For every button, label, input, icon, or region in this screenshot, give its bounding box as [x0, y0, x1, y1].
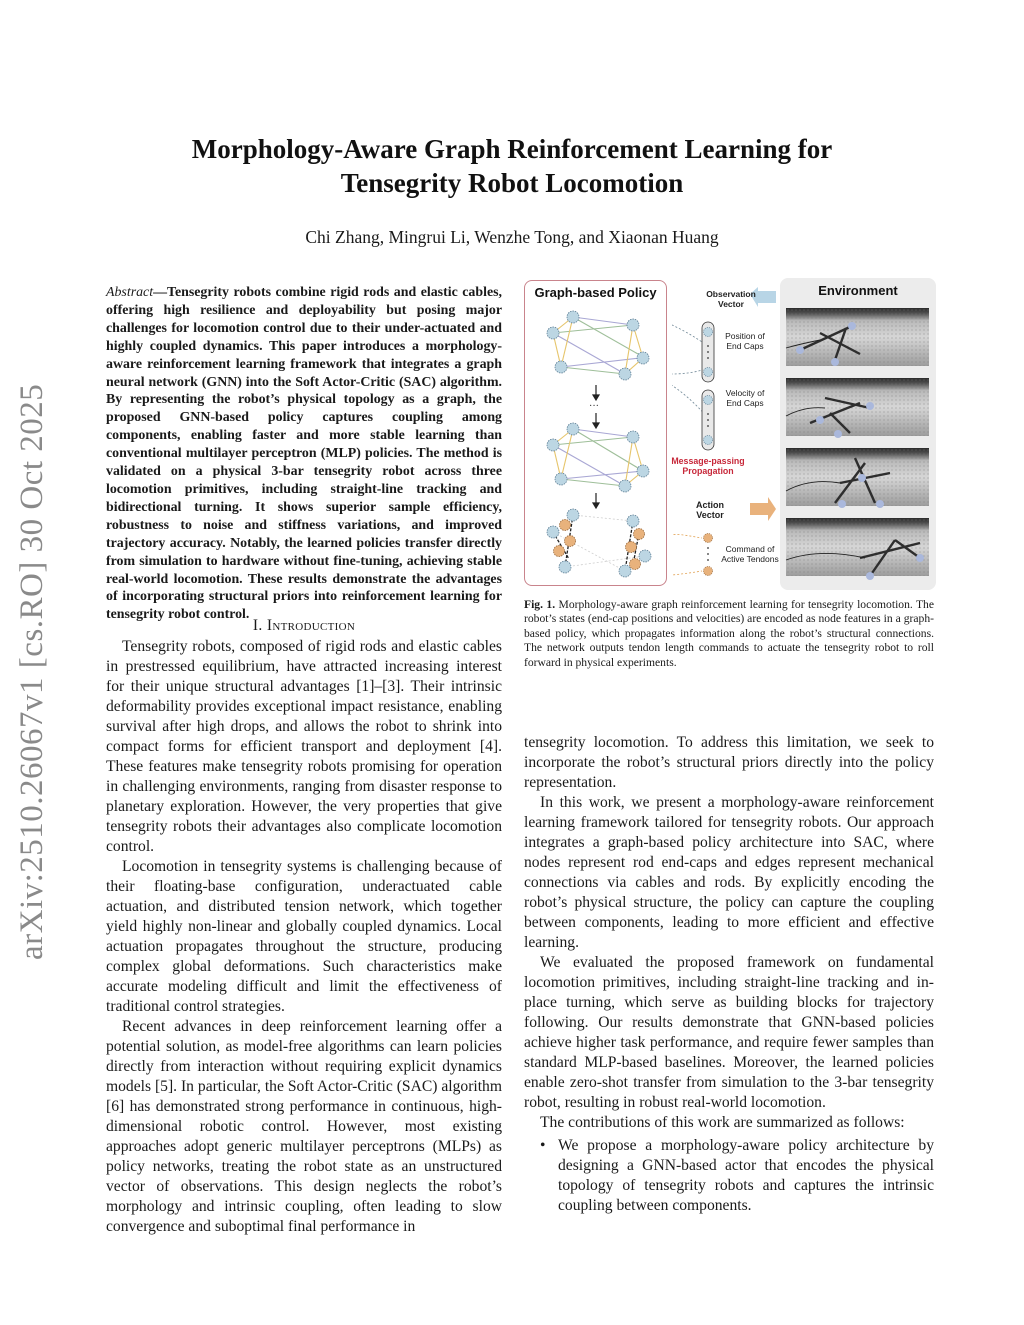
author-list: Chi Zhang, Mingrui Li, Wenzhe Tong, and Xiaonan Huang: [305, 227, 719, 247]
paragraph: We evaluated the proposed framework on fundamental locomotion primitives, including straight-line tracking and in-place turning, which serve as building blocks for trajectory following. Our results demonstrate that GNN-based policies achieve higher task performance, and require fewer samples than standard MLP-based baselines. Moreover, the learned policies enable zero-shot transfer from simulation to the 3-bar tensegrity robot, resulting in robust real-world locomotion.: [524, 954, 934, 1111]
abstract-text: Tensegrity robots combine rigid rods and elastic cables, offering high resilience and deployability but posing major challenges for locomotion control due to their under-actuated and highly coupled dynamics. This paper introduces a morphology-aware reinforcement learning framework that integrates a graph neural network (GNN) into the Soft Actor-Critic (SAC) algorithm. By representing the robot’s physical topology as a graph, the proposed GNN-based policy captures coupling among components, enabling faster and more stable learning than conventional multilayer perceptron (MLP) policies. The method is validated on a physical 3-bar tensegrity robot across three locomotion primitives, including straight-line tracking and bidirectional turning. It shows superior sample efficiency, robustness to noise and stiffness variations, and improved trajectory accuracy. Notably, the learned policies transfer directly from simulation to hardware without fine-tuning, achieving stable real-world locomotion. These results demonstrate the advantages of incorporating structural priors into reinforcement learning for tensegrity robot control.: [106, 285, 502, 623]
graph-based-policy-panel: [524, 280, 667, 586]
position-end-caps-label: Position of End Caps: [725, 331, 765, 351]
message-passing-label: Message-passing Propagation: [671, 456, 745, 476]
ellipsis-text: ···: [589, 401, 599, 412]
paper-title: [150, 132, 874, 200]
paragraph: Recent advances in deep reinforcement learning offer a potential solution, as model-free algorithms can learn policies directly from interaction without requiring explicit dynamics models [5]. In particular, the Soft Actor-Critic (SAC) algorithm [6] has demonstrated strong performance in continuous, high-dimensional robotic control. However, most existing approaches adopt generic multilayer perceptrons (MLPs) as policy networks, treating the robot state as an unstructured vector of observations. This design neglects the robot’s morphology and intrinsic coupling, often leading to slow convergence and suboptimal final performance in: [106, 1018, 502, 1235]
graph-diagram-icon: [525, 281, 668, 587]
abstract-label: Abstract: [106, 285, 154, 300]
command-active-tendons-label: Command of Active Tendons: [721, 544, 779, 564]
continued-paragraph: tensegrity locomotion. To address this limitation, we seek to incorporate the robot’s structural priors directly into the policy representation.: [524, 734, 934, 791]
tensegrity-robot-icon: [780, 278, 936, 590]
paragraph: In this work, we present a morphology-aware reinforcement learning framework tailored for tensegrity robots. Our approach integrates a graph-based policy architecture into SAC, where nodes represent rod end-caps and edges represent mechanical connections via cables and rods. By explicitly encoding the robot’s physical structure, the policy can capture the coupling between components, leading to more efficient and effective learning.: [524, 794, 934, 951]
section-heading-introduction: [106, 617, 502, 635]
paragraph: Locomotion in tensegrity systems is challenging because of their floating-base configuration, underactuated cable actuation, and distributed tension network, which together yield highly non-linear and globally coupled dynamics. Local actuation propagates throughout the structure, producing complex global deformations. Such characteristics make accurate modeling difficult and limit the effectiveness of traditional control strategies.: [106, 858, 502, 1015]
section-number: I.: [252, 617, 263, 634]
paragraph: The contributions of this work are summarized as follows:: [540, 1114, 905, 1131]
abstract-dash: —: [153, 285, 167, 300]
velocity-end-caps-label: Velocity of End Caps: [725, 388, 765, 408]
right-column-body: [524, 733, 934, 1216]
paragraph: Tensegrity robots, composed of rigid rods and elastic cables in prestressed equilibrium, have attracted increasing interest for their unique structural advantages [1]–[3]. Their intrinsic deformability provides exceptional impact resistance, enabling survival after high drops, and allows the robot to shrink into compact forms for efficient transport and deployment [4]. These features make tensegrity robots promising for operation in challenging environments, ranging from disaster response to planetary exploration. However, the very properties that give tensegrity robots their advantages also complicate locomotion control.: [106, 638, 502, 855]
environment-panel: [780, 278, 936, 590]
action-vector-label: Action Vector: [696, 500, 724, 520]
section-title: Introduction: [266, 617, 356, 634]
title-line-2: Tensegrity Robot Locomotion: [340, 168, 684, 198]
title-line-1: Morphology-Aware Graph Reinforcement Learning for: [191, 134, 833, 164]
caption-label: Fig. 1.: [524, 598, 556, 611]
caption-text: Morphology-aware graph reinforcement learning for tensegrity locomotion. The robot’s states (end-cap positions and velocities) are encoded as node features in a graph-based policy, which propagates information along the robot’s structural connections. The network outputs tendon length commands to actuate the tensegrity robot to roll forward in physical experiments.: [524, 598, 935, 669]
environment-title: Environment: [818, 283, 898, 298]
vector-labels-panel: [672, 278, 782, 590]
contributions-list: [524, 1136, 934, 1216]
abstract: [106, 284, 502, 624]
figure-1: [522, 278, 936, 590]
contribution-item: • We propose a morphology-aware policy architecture by designing a GNN-based actor that encodes the physical topology of tensegrity robots and captures the intrinsic coupling between components.: [524, 1136, 934, 1216]
arxiv-identifier-stamp: arXiv:2510.26067v1 [cs.RO] 30 Oct 2025: [14, 383, 50, 960]
policy-panel-title: Graph-based Policy: [534, 285, 657, 300]
observation-vector-label: Observation Vector: [706, 289, 756, 309]
left-column-body: [106, 637, 502, 1237]
figure-1-caption: [524, 598, 934, 670]
